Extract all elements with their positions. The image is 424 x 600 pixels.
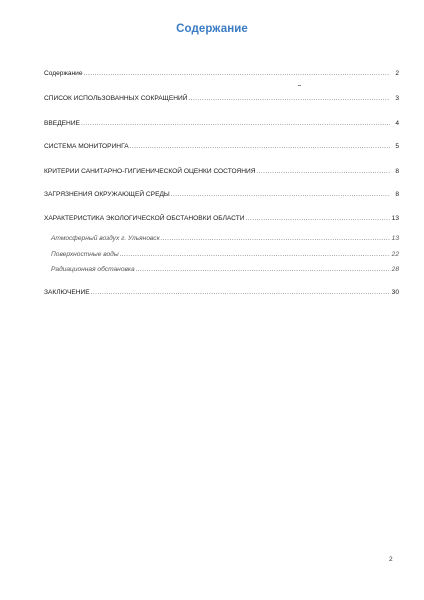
toc-entry-page: 30: [391, 289, 399, 296]
toc-entry[interactable]: [44, 167, 399, 176]
toc-entry-label: Радиационная обстановка: [51, 266, 135, 273]
toc-entry-page: 2: [395, 70, 399, 77]
toc-entry-page: 28: [391, 266, 399, 273]
toc-entry-label: СПИСОК ИСПОЛЬЗОВАННЫХ СОКРАЩЕНИЙ: [44, 95, 188, 102]
toc-entry-label: Поверхностные воды: [51, 251, 119, 258]
page-number: 2: [389, 556, 393, 563]
toc-entry-page: 3: [395, 95, 399, 102]
toc-entry-label: Атмосферный воздух г. Ульяновск: [51, 235, 160, 242]
toc-title: Содержание: [176, 23, 248, 35]
toc-entry[interactable]: [44, 119, 399, 128]
toc-entry-label: Содержание: [44, 70, 83, 77]
toc-entry-page: 5: [395, 143, 399, 150]
toc-dot-leader: [120, 250, 390, 259]
toc-entry-page: 4: [395, 120, 399, 127]
toc-entry-page: 22: [391, 251, 399, 258]
toc-entry[interactable]: [44, 190, 399, 199]
scan-artifact: [298, 85, 301, 86]
toc-entry[interactable]: [44, 288, 399, 297]
toc-entry-label: ЗАКЛЮЧЕНИЕ: [44, 289, 90, 296]
toc-dot-leader: [91, 288, 390, 297]
toc-entry-page: 13: [391, 235, 399, 242]
toc-entry[interactable]: [44, 142, 399, 151]
toc-subentry[interactable]: [51, 265, 399, 274]
toc-subentry[interactable]: [51, 234, 399, 243]
toc-dot-leader: [130, 142, 390, 151]
toc-entry[interactable]: [44, 94, 399, 103]
toc-dot-leader: [245, 214, 390, 223]
toc-dot-leader: [136, 265, 390, 274]
toc-entry[interactable]: [44, 214, 399, 223]
toc-entry-label: ВВЕДЕНИЕ: [44, 120, 80, 127]
toc-dot-leader: [161, 234, 390, 243]
toc-entry[interactable]: [44, 69, 399, 78]
toc-entry-page: 8: [395, 191, 399, 198]
toc-subentry[interactable]: [51, 250, 399, 259]
toc-entry-label: КРИТЕРИИ САНИТАРНО-ГИГИЕНИЧЕСКОЙ ОЦЕНКИ СОСТОЯНИЯ: [44, 168, 256, 175]
toc-dot-leader: [171, 190, 390, 199]
toc-dot-leader: [84, 69, 390, 78]
toc-entry-label: ЗАГРЯЗНЕНИЯ ОКРУЖАЮЩЕЙ СРЕДЫ: [44, 191, 170, 198]
toc-entry-page: 8: [395, 168, 399, 175]
toc-dot-leader: [189, 94, 391, 103]
toc-dot-leader: [256, 167, 390, 176]
toc-entry-label: ХАРАКТЕРИСТИКА ЭКОЛОГИЧЕСКОЙ ОБСТАНОВКИ ОБЛАСТИ: [44, 215, 245, 222]
toc-entry-page: 13: [391, 215, 399, 222]
toc-dot-leader: [81, 119, 390, 128]
toc-entry-label: СИСТЕМА МОНИТОРИНГА: [44, 143, 129, 150]
